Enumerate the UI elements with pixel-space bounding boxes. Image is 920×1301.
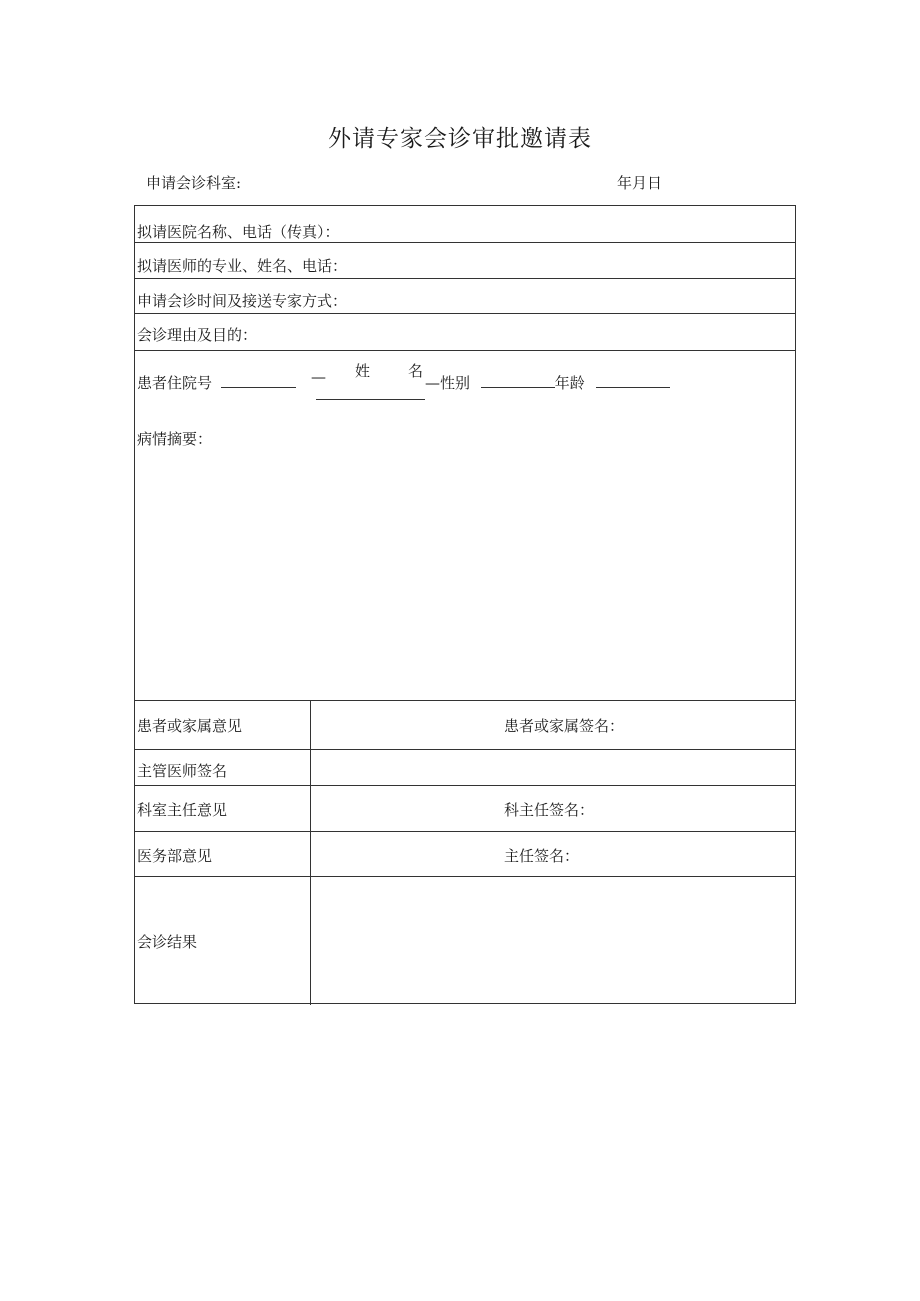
- summary-label: 病情摘要：: [137, 430, 213, 448]
- column-divider: [310, 701, 311, 749]
- approval-form: [134, 205, 796, 1004]
- reason-row: [135, 314, 795, 351]
- time-label: 申请会诊时间及接送专家方式：: [137, 292, 348, 310]
- name-label-1: 姓: [355, 362, 371, 380]
- patient-info-line: [137, 372, 296, 393]
- date-label: 年月日: [617, 174, 663, 192]
- time-row: [135, 279, 795, 314]
- column-divider: [310, 832, 311, 876]
- gender-age-line: [425, 372, 670, 393]
- admission-number-blank[interactable]: [221, 373, 296, 388]
- reason-label: 会诊理由及目的：: [137, 326, 258, 344]
- department-label: 申请会诊科室:: [146, 174, 242, 192]
- age-blank[interactable]: [596, 373, 670, 388]
- result-label: 会诊结果: [137, 933, 198, 951]
- medical-dept-opinion-label: 医务部意见: [137, 847, 213, 865]
- family-opinion-label: 患者或家属意见: [137, 717, 243, 735]
- gender-blank[interactable]: [481, 373, 555, 388]
- family-opinion-row: [135, 701, 795, 750]
- name-label-2: 名: [408, 362, 424, 380]
- attending-row: [135, 750, 795, 786]
- name-blank[interactable]: [316, 399, 425, 400]
- dept-head-sign-label: 科主任签名：: [504, 801, 595, 819]
- medical-dept-row: [135, 832, 795, 877]
- dept-head-row: [135, 786, 795, 832]
- result-row: [135, 877, 795, 1005]
- column-divider: [310, 786, 311, 831]
- form-title: 外请专家会诊审批邀请表: [328, 126, 592, 152]
- gender-label: 性别: [440, 374, 471, 392]
- hospital-label: 拟请医院名称、电话（传真）：: [137, 223, 340, 241]
- column-divider: [310, 750, 311, 785]
- patient-section: [135, 351, 795, 701]
- dash-2: —: [425, 374, 440, 392]
- family-sign-label: 患者或家属签名：: [504, 717, 625, 735]
- attending-sign-label: 主管医师签名: [137, 762, 228, 780]
- hospital-row: [135, 206, 795, 243]
- age-label: 年龄: [554, 374, 585, 392]
- dept-head-opinion-label: 科室主任意见: [137, 801, 228, 819]
- column-divider: [310, 877, 311, 1005]
- admission-label: 患者住院号: [137, 374, 213, 392]
- dash-1: —: [311, 368, 326, 386]
- director-sign-label: 主任签名：: [504, 847, 580, 865]
- doctor-label: 拟请医师的专业、姓名、电话：: [137, 257, 348, 275]
- doctor-row: [135, 243, 795, 279]
